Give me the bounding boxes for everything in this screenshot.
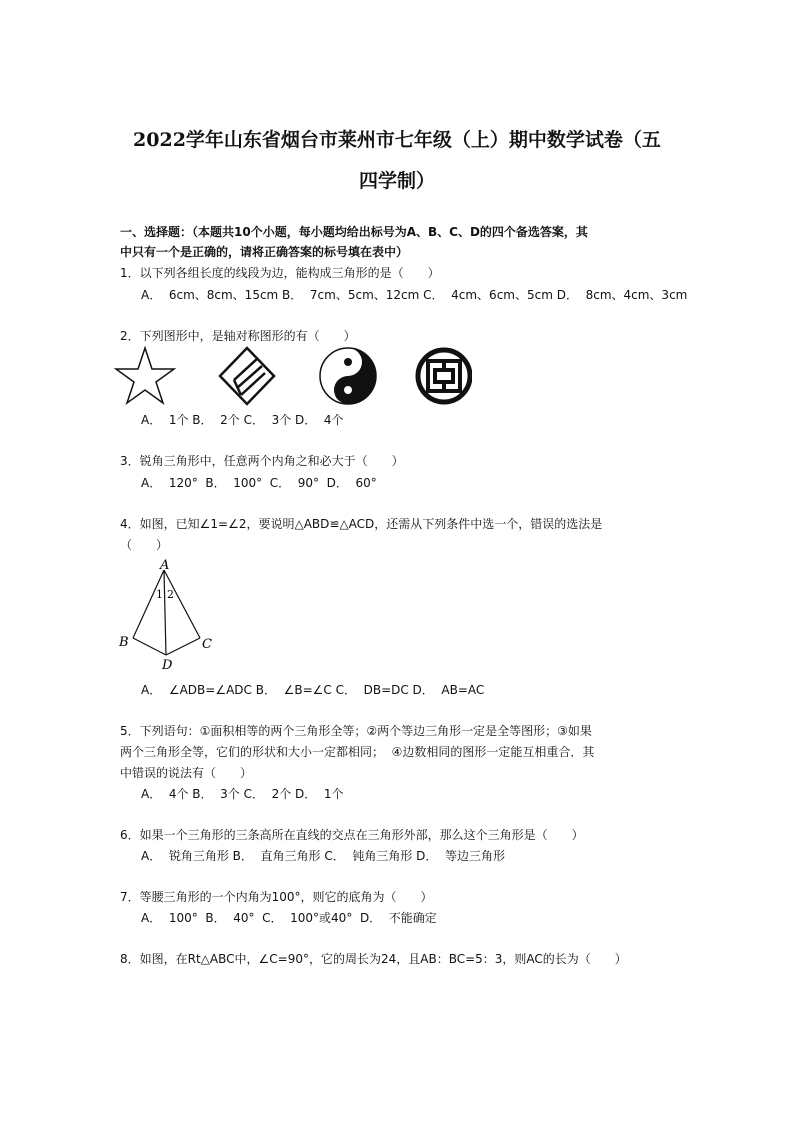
- angle-1-label: 1: [156, 588, 163, 601]
- bank-logo-icon: [418, 350, 470, 402]
- question-7-options: A． 100° B． 40° C． 100°或40° D． 不能确定: [141, 911, 437, 925]
- page-title: 2022学年山东省烟台市莱州市七年级（上）期中数学试卷（五: [133, 129, 661, 151]
- question-5-stem-line2: 两个三角形全等，它们的形状和大小一定都相同； ④边数相同的图形一定能互相重合．其: [120, 745, 595, 759]
- question-5-options: A． 4个 B． 3个 C． 2个 D． 1个: [141, 787, 344, 801]
- section-heading: 一、选择题：（本题共10个小题，每小题均给出标号为A、B、C、D的四个备选答案，其: [120, 225, 588, 239]
- diamond-stripes-icon: [220, 348, 274, 404]
- yin-yang-icon: [320, 348, 376, 404]
- question-4-options: A． ∠ADB=∠ADC B． ∠B=∠C C． DB=DC D． AB=AC: [141, 683, 485, 697]
- star-icon: [116, 348, 174, 403]
- question-2-options: A． 1个 B． 2个 C． 3个 D． 4个: [141, 413, 344, 427]
- question-4-stem-continued: （ ）: [120, 538, 169, 552]
- page-title-continued: 四学制）: [358, 170, 435, 192]
- question-5-stem-line3: 中错误的说法有（ ）: [120, 766, 253, 780]
- section-heading-continued: 中只有一个是正确的，请将正确答案的标号填在表中）: [120, 245, 409, 259]
- question-6-options: A． 锐角三角形 B． 直角三角形 C． 钝角三角形 D． 等边三角形: [141, 849, 506, 863]
- question-7-stem: 7．等腰三角形的一个内角为100°，则它的底角为（ ）: [120, 890, 433, 904]
- question-5-stem: 5．下列语句：①面积相等的两个三角形全等；②两个等边三角形一定是全等图形；③如果: [120, 724, 592, 738]
- question-3-options: A． 120° B． 100° C． 90° D． 60°: [141, 476, 377, 490]
- question-1-stem: 1．以下列各组长度的线段为边，能构成三角形的是（ ）: [120, 266, 440, 280]
- vertex-b-label: B: [119, 635, 129, 650]
- question-4-figure: [116, 558, 216, 672]
- vertex-c-label: C: [202, 637, 212, 652]
- question-1-options: A． 6cm、8cm、15cm B． 7cm、5cm、12cm C． 4cm、6cm、5cm D． 8cm、4cm、3cm: [141, 288, 688, 302]
- question-3-stem: 3．锐角三角形中，任意两个内角之和必大于（ ）: [120, 454, 404, 468]
- question-2-figures: [112, 344, 472, 408]
- vertex-d-label: D: [162, 658, 173, 672]
- vertex-a-label: A: [160, 558, 170, 573]
- angle-2-label: 2: [167, 588, 174, 601]
- question-4-stem: 4．如图，已知∠1=∠2，要说明△ABD≌△ACD，还需从下列条件中选一个，错误的选法是: [120, 517, 603, 531]
- question-2-stem: 2．下列图形中，是轴对称图形的有（ ）: [120, 329, 356, 343]
- question-6-stem: 6．如果一个三角形的三条高所在直线的交点在三角形外部，那么这个三角形是（ ）: [120, 828, 584, 842]
- question-8-stem: 8．如图，在Rt△ABC中，∠C=90°，它的周长为24，且AB：BC=5：3，则AC的长为（ ）: [120, 952, 627, 966]
